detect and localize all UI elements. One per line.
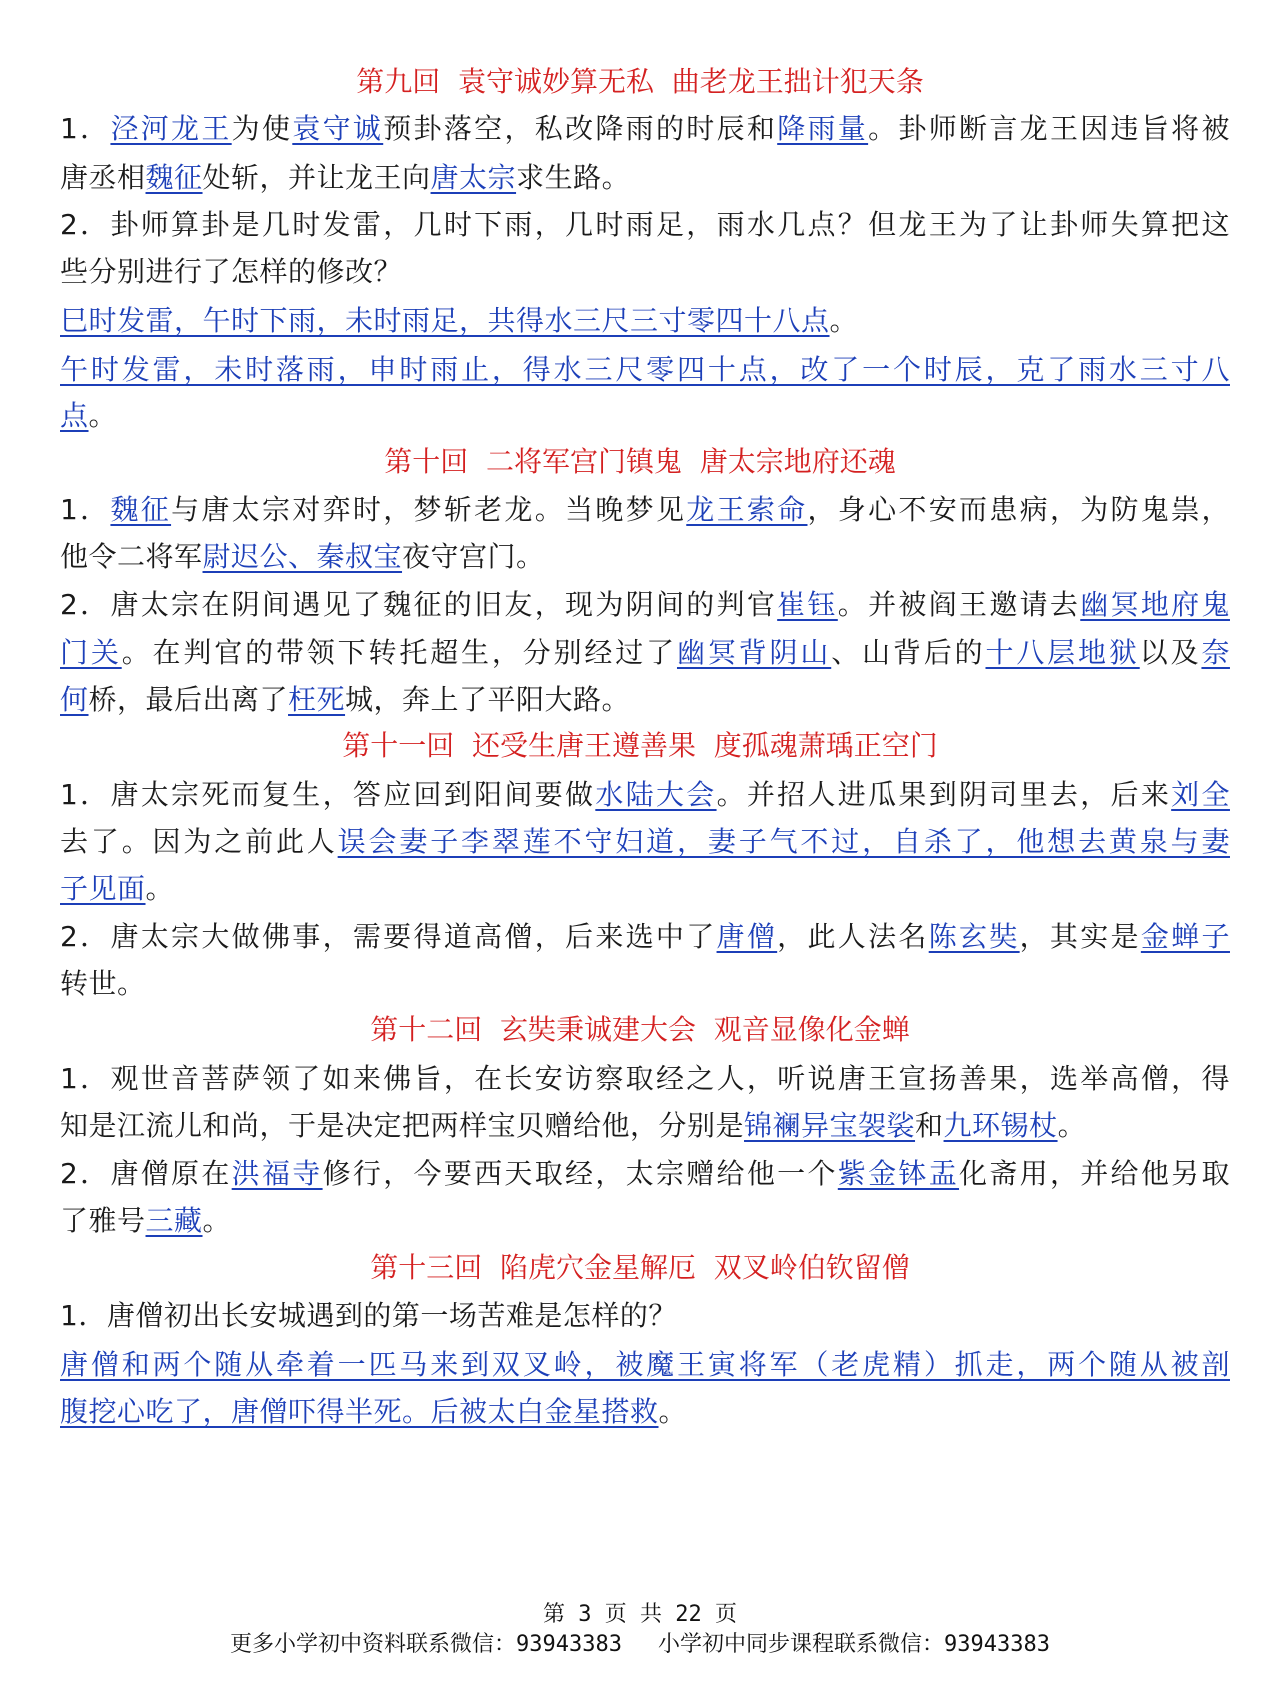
ch10-q2-line1 bbox=[60, 586, 1230, 624]
chapter-10-title: 第十回 二将军宫门镇鬼 唐太宗地府还魂 bbox=[384, 445, 896, 478]
chapter-13-title: 第十三回 陷虎穴金星解厄 双叉岭伯钦留僧 bbox=[370, 1251, 910, 1284]
ch11-q1-line1 bbox=[60, 776, 1230, 814]
text: 观世音菩萨领了如来佛旨，在长安访察取经之人，听说唐王宣扬善果，选举高僧，得 bbox=[110, 1062, 1230, 1095]
text: 。 bbox=[658, 1395, 688, 1428]
ch10-q1-line1 bbox=[60, 491, 1230, 529]
chapter-11-title: 第十一回 还受生唐王遵善果 度孤魂萧瑀正空门 bbox=[342, 729, 938, 762]
ch11-q1-line2 bbox=[60, 823, 1230, 861]
item-number: 2． bbox=[60, 920, 111, 953]
text: 卦师算卦是几时发雷，几时下雨，几时雨足，雨水几点？但龙王为了让卦师失算把这 bbox=[110, 208, 1230, 241]
text: 处斩，并让龙王向 bbox=[202, 161, 431, 194]
contact-courses: 小学初中同步课程联系微信：93943383 bbox=[658, 1632, 1050, 1657]
text: 夜守宫门。 bbox=[402, 540, 545, 573]
key-term: 水陆大会 bbox=[595, 778, 717, 811]
text: 预卦落空，私改降雨的时辰和 bbox=[383, 112, 778, 145]
text: 城，奔上了平阳大路。 bbox=[345, 683, 631, 716]
key-term: 龙王索命 bbox=[686, 493, 808, 526]
text: 为使 bbox=[231, 112, 293, 145]
page-number: 第 3 页 共 22 页 bbox=[543, 1602, 737, 1627]
ch9-q1-line2 bbox=[60, 159, 1230, 197]
ch13-answer-line1 bbox=[60, 1346, 1230, 1384]
answer-text: 腹挖心吃了，唐僧吓得半死。后被太白金星搭救 bbox=[60, 1395, 659, 1428]
key-term: 奈 bbox=[1201, 636, 1230, 669]
chapter-9-title: 第九回 袁守诚妙算无私 曲老龙王拙计犯天条 bbox=[356, 65, 924, 98]
text: 唐太宗大做佛事，需要得道高僧，后来选中了 bbox=[110, 920, 717, 953]
text: 。在判官的带领下转托超生，分别经过了 bbox=[121, 636, 677, 669]
text: 、山背后的 bbox=[831, 636, 986, 669]
text: 修行，今要西天取经，太宗赠给他一个 bbox=[322, 1157, 838, 1190]
key-term: 三藏 bbox=[145, 1204, 203, 1237]
text: ，其实是 bbox=[1019, 920, 1141, 953]
contact-materials: 更多小学初中资料联系微信：93943383 bbox=[230, 1632, 622, 1657]
text: 化斋用，并给他另取 bbox=[959, 1157, 1230, 1190]
text: 了雅号 bbox=[60, 1204, 146, 1237]
text: 去了。因为之前此人 bbox=[60, 825, 338, 858]
key-term: 尉迟公、秦叔宝 bbox=[202, 540, 403, 573]
item-number: 2． bbox=[60, 588, 111, 621]
item-number: 2． bbox=[60, 1157, 111, 1190]
item-number: 1． bbox=[60, 1299, 107, 1332]
answer-text: 误会妻子李翠莲不守妇道，妻子气不过，自杀了，他想去黄泉与妻 bbox=[337, 825, 1230, 858]
ch9-answer-1 bbox=[60, 302, 1230, 340]
ch12-q2-line1 bbox=[60, 1155, 1230, 1193]
item-number: 1． bbox=[60, 778, 111, 811]
ch12-q2-line2 bbox=[60, 1202, 1230, 1240]
ch12-q1-line2 bbox=[60, 1107, 1230, 1145]
text: 与唐太宗对弈时，梦斩老龙。当晚梦见 bbox=[171, 493, 687, 526]
key-term: 幽冥地府鬼 bbox=[1080, 588, 1230, 621]
ch11-q2-line1 bbox=[60, 918, 1230, 956]
ch10-q1-line2 bbox=[60, 538, 1230, 576]
key-term: 洪福寺 bbox=[231, 1157, 323, 1190]
key-term: 紫金钵盂 bbox=[837, 1157, 960, 1190]
ch9-answer-2-line2 bbox=[60, 397, 1230, 435]
item-number: 2． bbox=[60, 208, 111, 241]
key-term: 门关 bbox=[60, 636, 122, 669]
ch10-q2-line2 bbox=[60, 634, 1230, 672]
text: 求生路。 bbox=[516, 161, 631, 194]
ch12-q1-line1 bbox=[60, 1060, 1230, 1098]
text: 以及 bbox=[1139, 636, 1202, 669]
item-number: 1． bbox=[60, 112, 111, 145]
text: 唐丞相 bbox=[60, 161, 146, 194]
text: 。 bbox=[202, 1204, 232, 1237]
answer-text: 唐僧和两个随从牵着一匹马来到双叉岭，被魔王寅将军（老虎精）抓走，两个随从被剖 bbox=[60, 1348, 1230, 1381]
key-term: 金蝉子 bbox=[1140, 920, 1230, 953]
text: 。并招人进瓜果到阴司里去，后来 bbox=[716, 778, 1172, 811]
answer-text: 子见面 bbox=[60, 872, 146, 905]
text: 唐太宗在阴间遇见了魏征的旧友，现为阴间的判官 bbox=[110, 588, 778, 621]
ch9-q2-line2 bbox=[60, 253, 1230, 291]
key-term: 崔钰 bbox=[777, 588, 838, 621]
key-term: 泾河龙王 bbox=[110, 112, 232, 145]
text: 。 bbox=[829, 304, 859, 337]
item-number: 1． bbox=[60, 1062, 111, 1095]
ch11-q1-line3 bbox=[60, 870, 1230, 908]
text: 桥，最后出离了 bbox=[88, 683, 289, 716]
text: 些分别进行了怎样的修改？ bbox=[60, 255, 403, 288]
text: 知是江流儿和尚，于是决定把两样宝贝赠给他，分别是 bbox=[60, 1109, 745, 1142]
text: 他令二将军 bbox=[60, 540, 203, 573]
ch9-answer-2-line1 bbox=[60, 351, 1230, 389]
text: ，身心不安而患病，为防鬼祟， bbox=[807, 493, 1230, 526]
key-term: 陈玄奘 bbox=[928, 920, 1020, 953]
key-term: 枉死 bbox=[288, 683, 346, 716]
answer-text: 巳时发雷，午时下雨，未时雨足，共得水三尺三寸零四十八点 bbox=[60, 304, 830, 337]
answer-text: 午时发雷，未时落雨，申时雨止，得水三尺零四十点，改了一个时辰，克了雨水三寸八 bbox=[60, 353, 1230, 386]
answer-text: 点 bbox=[60, 399, 89, 432]
key-term: 幽冥背阴山 bbox=[676, 636, 832, 669]
text: 。 bbox=[145, 872, 175, 905]
ch9-q1-line1 bbox=[60, 110, 1230, 148]
key-term: 何 bbox=[60, 683, 89, 716]
chapter-12-title: 第十二回 玄奘秉诚建大会 观音显像化金蝉 bbox=[370, 1013, 910, 1046]
key-term: 唐僧 bbox=[716, 920, 778, 953]
key-term: 降雨量 bbox=[777, 112, 869, 145]
text: 。并被阎王邀请去 bbox=[837, 588, 1081, 621]
ch13-q1-line1 bbox=[60, 1297, 1230, 1335]
ch9-q2-line1 bbox=[60, 206, 1230, 244]
ch13-answer-line2 bbox=[60, 1393, 1230, 1431]
item-number: 1． bbox=[60, 493, 111, 526]
key-term: 十八层地狱 bbox=[985, 636, 1140, 669]
text: 唐僧初出长安城遇到的第一场苦难是怎样的？ bbox=[106, 1299, 677, 1332]
key-term: 刘全 bbox=[1171, 778, 1230, 811]
text: 唐太宗死而复生，答应回到阳间要做 bbox=[110, 778, 596, 811]
text: 转世。 bbox=[60, 967, 146, 1000]
key-term: 唐太宗 bbox=[430, 161, 517, 194]
key-term: 魏征 bbox=[110, 493, 172, 526]
key-term: 锦襕异宝袈裟 bbox=[744, 1109, 916, 1142]
key-term: 九环锡杖 bbox=[943, 1109, 1058, 1142]
text: 和 bbox=[915, 1109, 944, 1142]
text: 。卦师断言龙王因违旨将被 bbox=[868, 112, 1230, 145]
text: 。 bbox=[88, 399, 118, 432]
footer-contact bbox=[0, 1627, 1280, 1658]
ch11-q2-line2 bbox=[60, 965, 1230, 1003]
key-term: 魏征 bbox=[145, 161, 203, 194]
text: ，此人法名 bbox=[777, 920, 929, 953]
key-term: 袁守诚 bbox=[292, 112, 384, 145]
ch10-q2-line3 bbox=[60, 681, 1230, 719]
text: 唐僧原在 bbox=[110, 1157, 232, 1190]
text: 。 bbox=[1057, 1109, 1087, 1142]
